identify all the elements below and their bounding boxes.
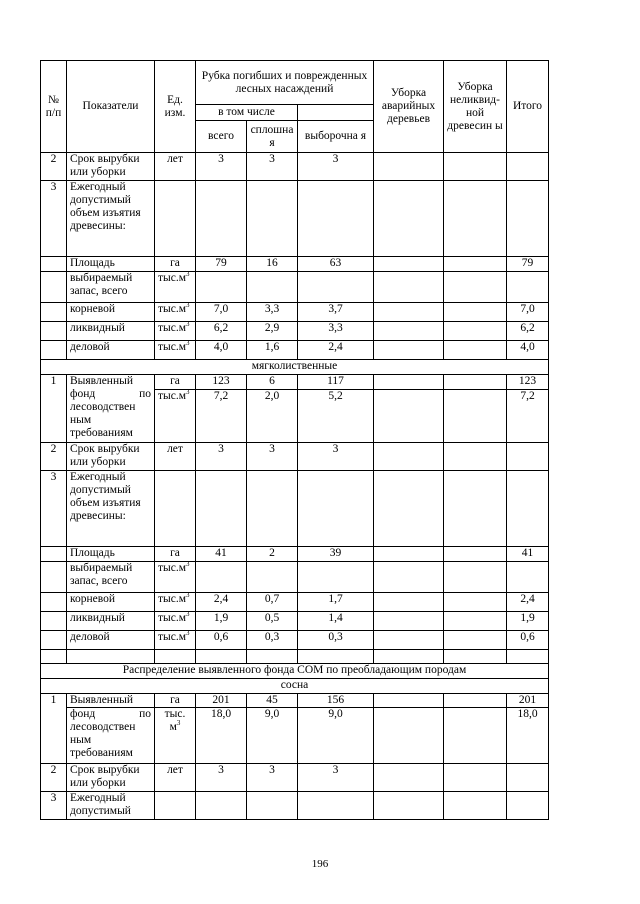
header-felling: Рубка погибших и поврежденных лесных насаждений [196,61,374,105]
table-row: корневой $тыс.м^3$ 7,0 3,3 3,7 7,0 [41,303,549,322]
table-row: Площадь га 41 2 39 41 [41,547,549,562]
table-row: выбираемый запас, всего $тыс.м^3$ [41,272,549,303]
section-soft: мягколиственные [41,360,549,375]
table-row: 2 Срок вырубки или уборки лет 3 3 3 [41,764,549,792]
header-including: в том числе [196,105,298,121]
table-row: 2 Срок вырубки или уборки лет 3 3 3 [41,153,549,181]
section-row [41,664,549,679]
header-unit: Ед. изм. [155,61,196,153]
section-row [41,360,549,375]
table-row: корневой $тыс.м^3$ 2,4 0,7 1,7 2,4 [41,593,549,612]
section-distribution: Распределение выявленного фонда СОМ по преобладающим породам [41,664,549,679]
empty-row [41,650,549,664]
table-row: деловой $тыс.м^3$ 4,0 1,6 2,4 4,0 [41,341,549,360]
header-itogo: Итого [507,61,549,153]
table-row: ликвидный $тыс.м^3$ 1,9 0,5 1,4 1,9 [41,612,549,631]
header-num: № п/п [41,61,67,153]
table-row: 3 Ежегодный допустимый [41,792,549,820]
header-clear-cut: сплошна я [247,121,298,153]
table-row: фонд по лесоводствен ным требованиям тыс. $м^3$ 18,0 9,0 9,0 18,0 [41,708,549,764]
table-row: деловой $тыс.м^3$ 0,6 0,3 0,3 0,6 [41,631,549,650]
header-indicators: Показатели [67,61,155,153]
table-row: 3 Ежегодный допустимый объем изъятия древесины: [41,181,549,257]
table-row: ликвидный $тыс.м^3$ 6,2 2,9 3,3 6,2 [41,322,549,341]
section-pine: сосна [41,679,549,694]
header-illiquid: Уборка неликвид- ной древесин ы [444,61,507,153]
header-emergency: Уборка аварийных деревьев [374,61,444,153]
table-row: 1 Выявленный фонд по лесоводствен ным требованиям га 123 6 117 123 [41,375,549,390]
page-number: 196 [311,858,329,870]
table-row: 3 Ежегодный допустимый объем изъятия древесины: [41,471,549,547]
table-row: выбираемый запас, всего $тыс.м^3$ [41,562,549,593]
header-total: всего [196,121,247,153]
table-row: 1 Выявленный га 201 45 156 201 [41,694,549,708]
section-row [41,679,549,694]
forest-felling-table [40,60,549,820]
table-row: 2 Срок вырубки или уборки лет 3 3 3 [41,443,549,471]
table-row: Площадь га 79 16 63 79 [41,257,549,272]
table-row: $тыс.м^3$ 7,2 2,0 5,2 7,2 [41,390,549,443]
header-selective: выборочна я [298,121,374,153]
